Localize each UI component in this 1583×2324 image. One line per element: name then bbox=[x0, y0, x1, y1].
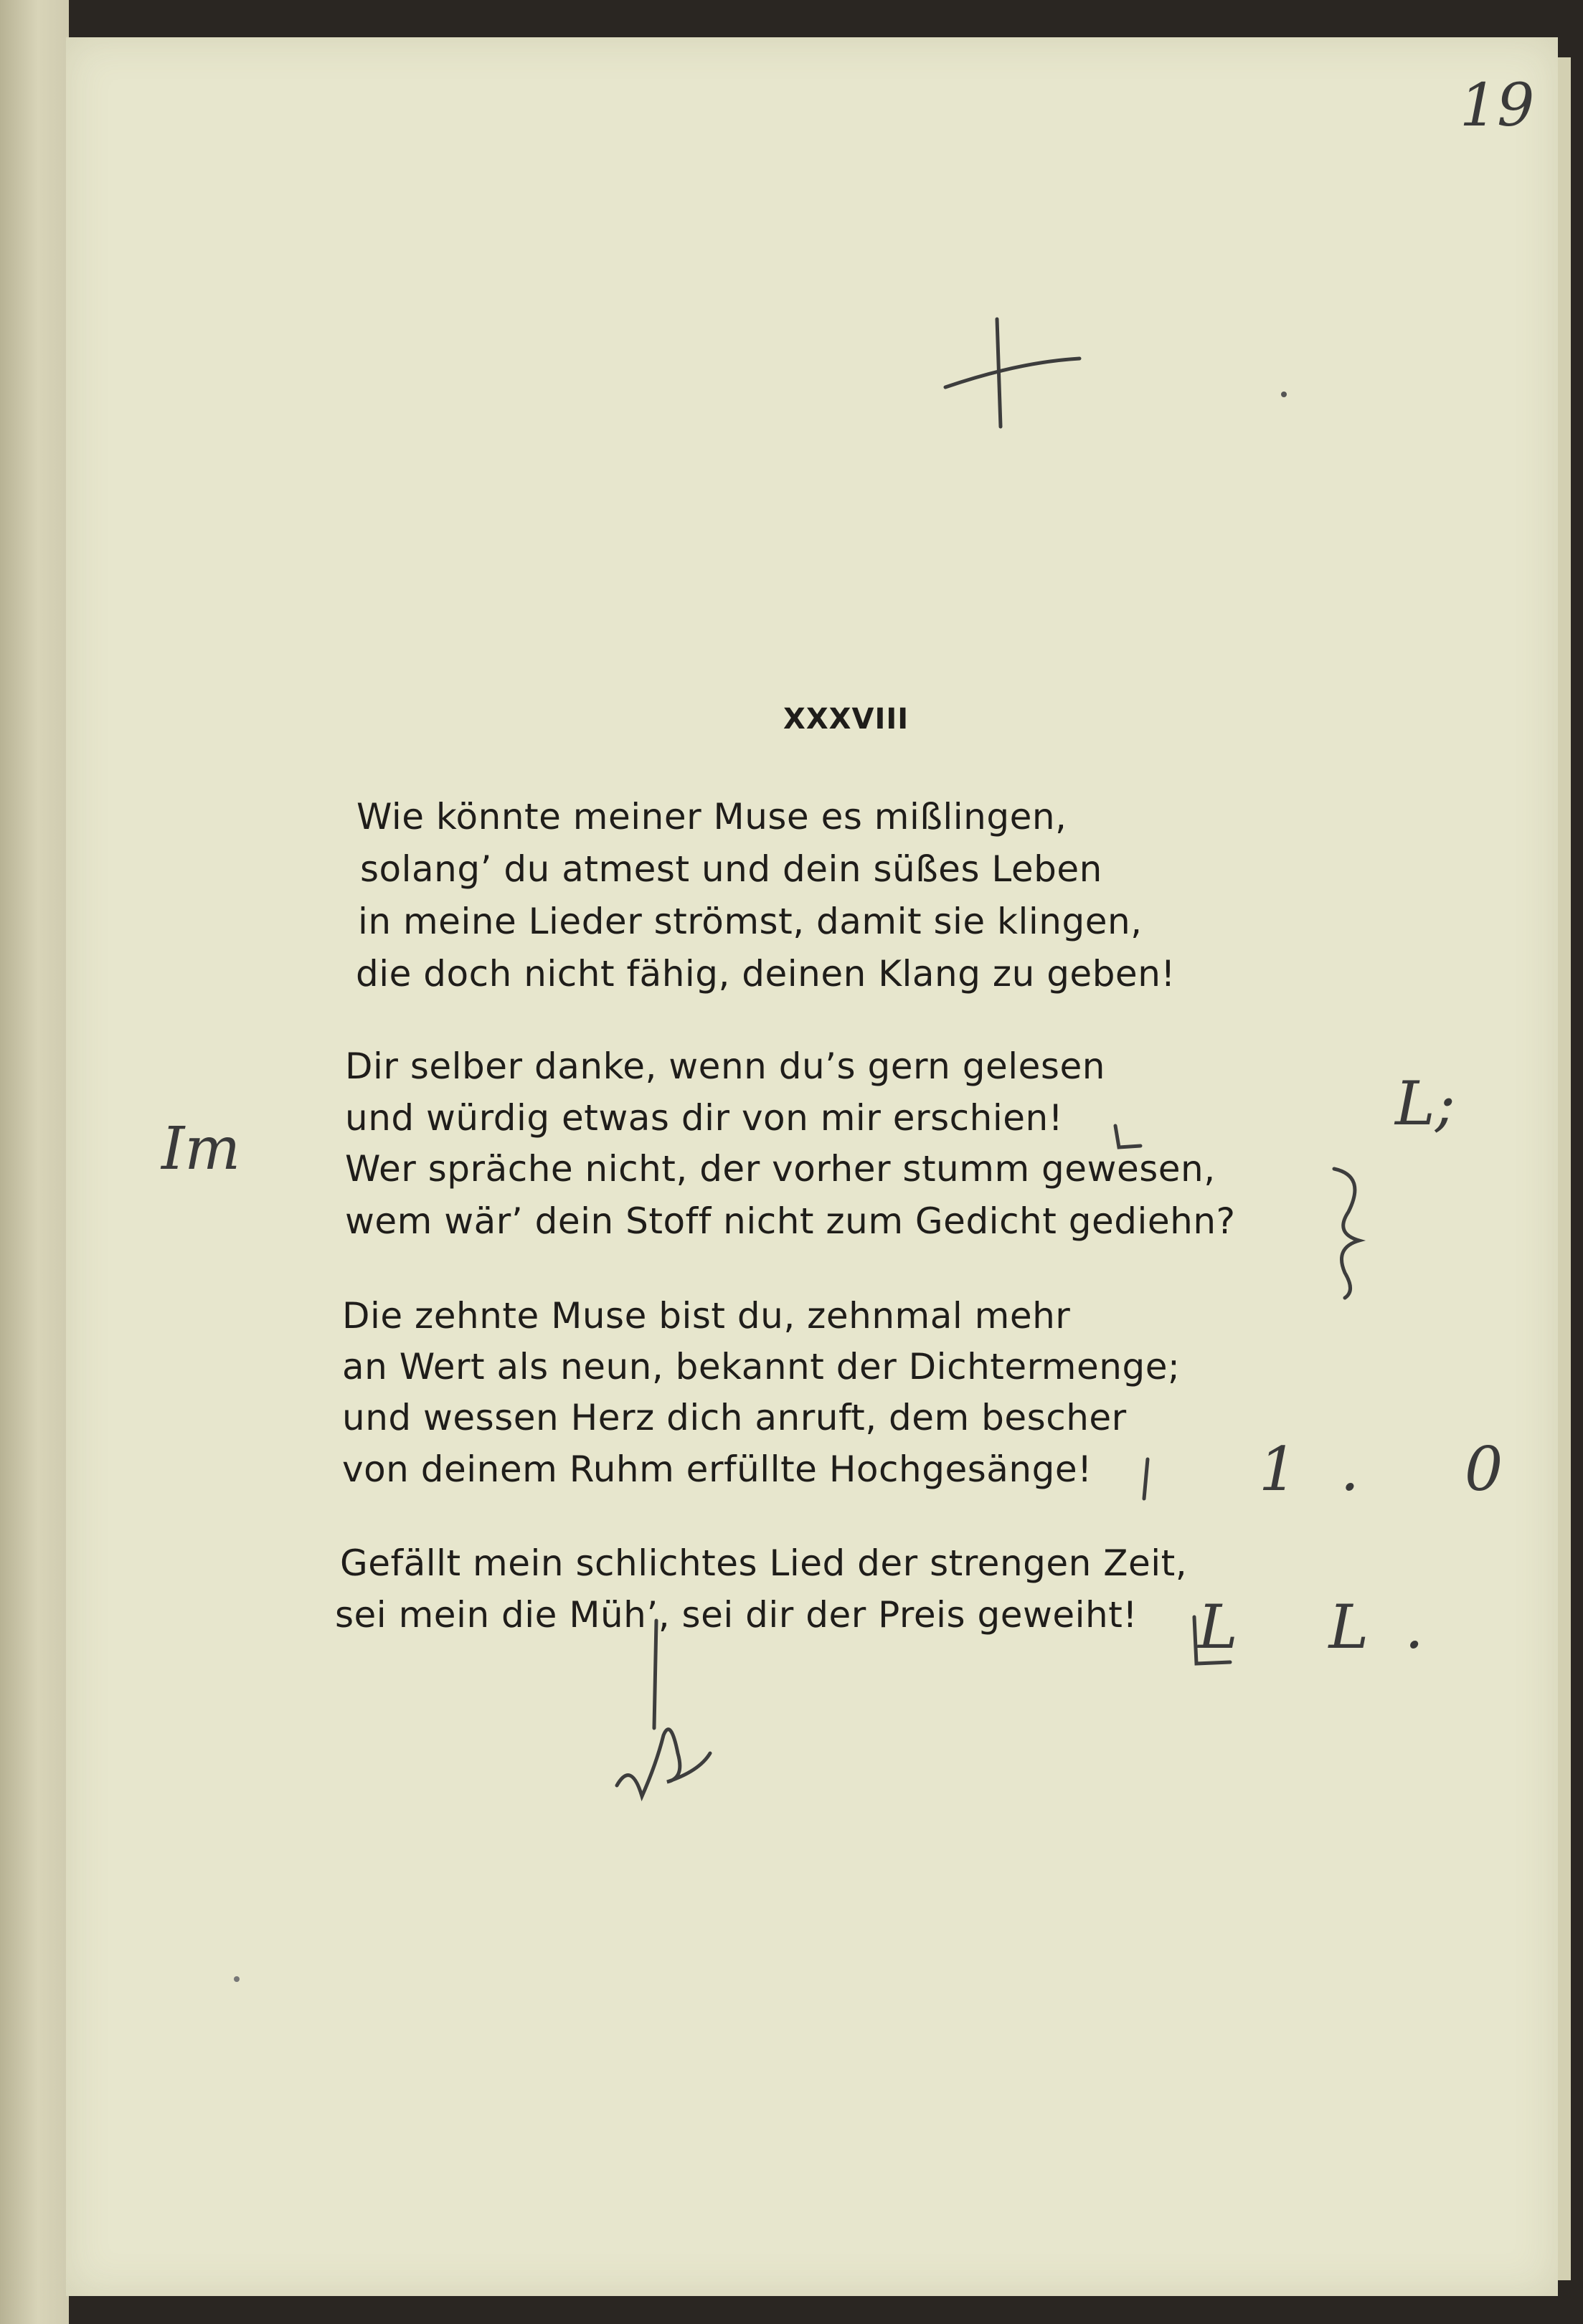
poem-line: Die zehnte Muse bist du, zehnmal mehr bbox=[342, 1295, 1071, 1337]
delete-sign-icon bbox=[617, 1730, 710, 1796]
poem-line: Gefällt mein schlichtes Lied der strengen Zeit, bbox=[340, 1542, 1188, 1584]
margin-note-right-3: L L. bbox=[1198, 1592, 1460, 1662]
poem-line: Dir selber danke, wenn du’s gern gelesen bbox=[345, 1045, 1105, 1087]
poem-line: von deinem Ruhm erfüllte Hochgesänge! bbox=[342, 1448, 1092, 1490]
correction-mark-icon bbox=[1115, 1126, 1140, 1147]
poem-line: Wie könnte meiner Muse es mißlingen, bbox=[356, 796, 1067, 838]
brace-mark-icon bbox=[1334, 1169, 1359, 1298]
margin-note-right-2: 1. 0 bbox=[1259, 1434, 1546, 1504]
poem-line: in meine Lieder strömst, damit sie klingen, bbox=[358, 901, 1143, 942]
tick-mark-icon bbox=[1144, 1459, 1148, 1499]
poem-line: die doch nicht fähig, deinen Klang zu geben! bbox=[356, 953, 1176, 995]
margin-note-right-1: L; bbox=[1395, 1068, 1456, 1139]
insertion-stroke-icon bbox=[654, 1621, 656, 1728]
poem-line: an Wert als neun, bekannt der Dichtermenge; bbox=[342, 1346, 1181, 1388]
margin-note-left: Im bbox=[161, 1115, 241, 1183]
poem-line: sei mein die Müh’, sei dir der Preis geweiht! bbox=[335, 1594, 1138, 1636]
poem-line: solang’ du atmest und dein süßes Leben bbox=[360, 848, 1102, 890]
poem-line: und wessen Herz dich anruft, dem bescher bbox=[342, 1397, 1127, 1438]
page-number: 19 bbox=[1460, 72, 1535, 140]
poem-line: und würdig etwas dir von mir erschien! bbox=[345, 1097, 1064, 1139]
poem-line: wem wär’ dein Stoff nicht zum Gedicht gediehn? bbox=[345, 1200, 1236, 1242]
poem-line: Wer spräche nicht, der vorher stumm gewesen, bbox=[345, 1148, 1216, 1190]
poem-title: XXXVIII bbox=[783, 703, 909, 736]
